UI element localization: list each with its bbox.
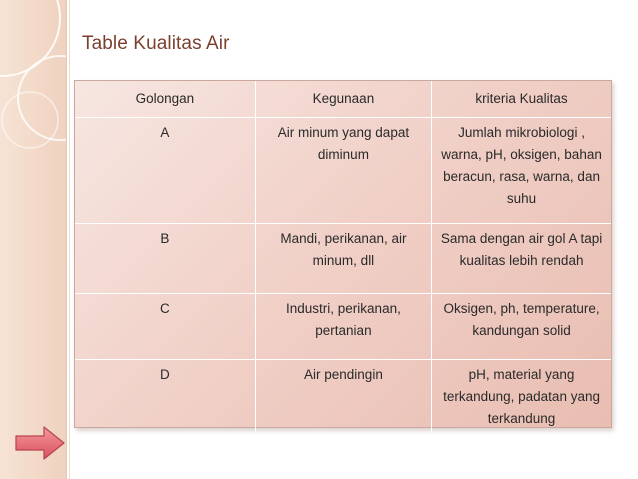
cell-kegunaan: Mandi, perikanan, air minum, dll — [255, 223, 431, 293]
cell-kegunaan: Air minum yang dapat diminum — [255, 117, 431, 223]
cell-kriteria: Sama dengan air gol A tapi kualitas lebih rendah — [432, 223, 611, 293]
next-slide-button[interactable] — [14, 424, 66, 462]
cell-kegunaan: Air pendingin — [255, 359, 431, 432]
side-divider-inner — [69, 0, 70, 479]
table-row — [75, 223, 611, 293]
cell-golongan: B — [75, 223, 255, 293]
table-row — [75, 293, 611, 359]
cell-kegunaan: Industri, perikanan, pertanian — [255, 293, 431, 359]
header-kegunaan: Kegunaan — [255, 81, 431, 117]
header-kriteria: kriteria Kualitas — [432, 81, 611, 117]
cell-golongan: A — [75, 117, 255, 223]
table-header-row — [75, 81, 611, 117]
decorative-side-band — [0, 0, 66, 479]
side-divider — [66, 0, 67, 479]
decorative-circles — [0, 0, 66, 479]
cell-kriteria: Oksigen, ph, temperature, kandungan solid — [432, 293, 611, 359]
cell-golongan: C — [75, 293, 255, 359]
cell-golongan: D — [75, 359, 255, 432]
cell-kriteria: pH, material yang terkandung, padatan yang terkandung — [443, 366, 600, 426]
table-row — [75, 359, 611, 432]
header-golongan: Golongan — [75, 81, 255, 117]
arrow-right-icon — [14, 424, 66, 462]
water-quality-table — [74, 80, 612, 428]
slide-title: Table Kualitas Air — [82, 33, 230, 54]
cell-kriteria: Jumlah mikrobiologi , warna, pH, oksigen, bahan beracun, rasa, warna, dan suhu — [432, 117, 611, 223]
table-row — [75, 117, 611, 223]
